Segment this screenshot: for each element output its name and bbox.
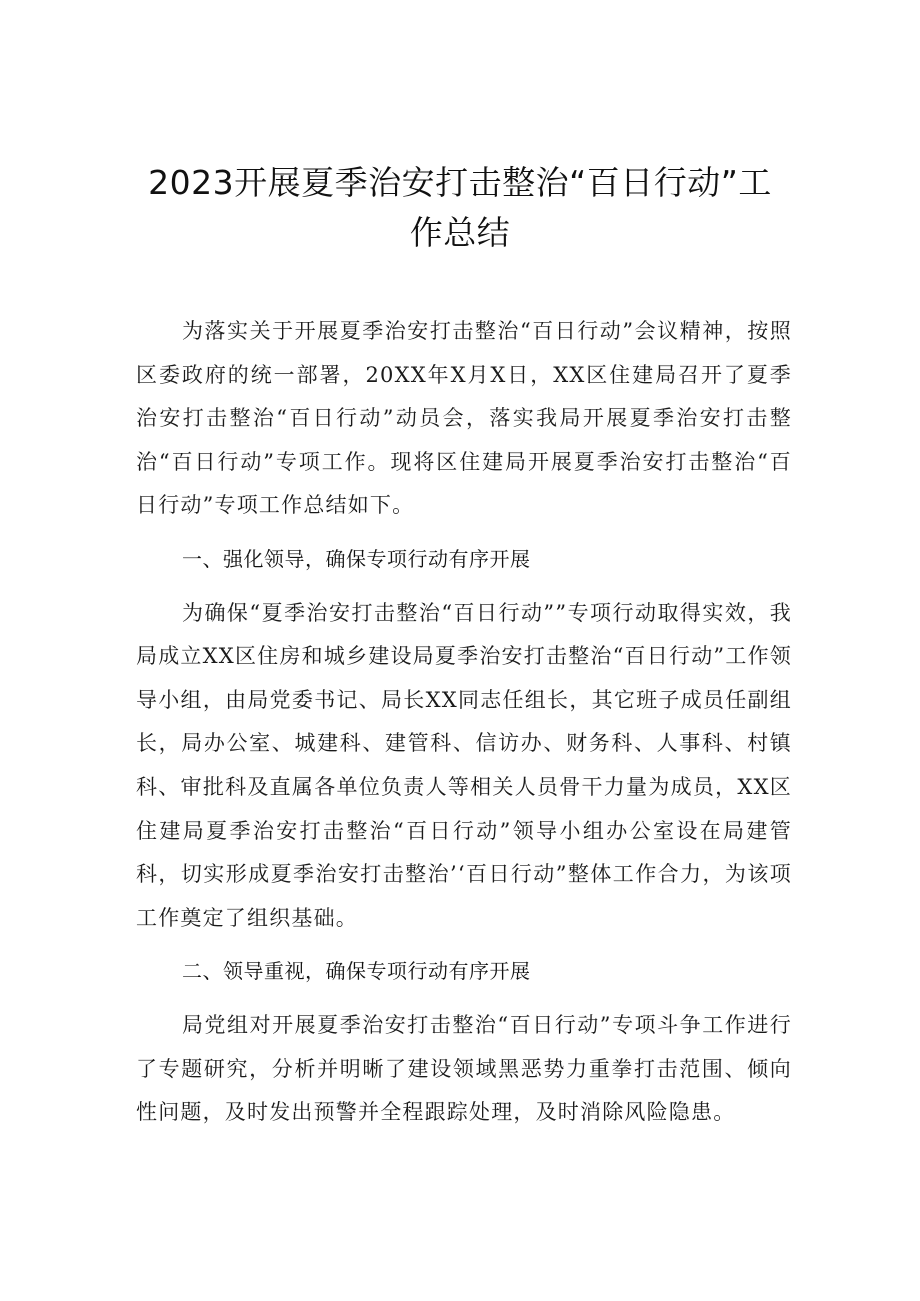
intro-paragraph: 为落实关于开展夏季治安打击整治“百日行动”会议精神，按照区委政府的统一部署，20XX年X月X日，XX区住建局召开了夏季治安打击整治“百日行动”动员会，落实我局开展夏季治安打击整治“百日行动”专项工作。现将区住建局开展夏季治安打击整治“百日行动”专项工作总结如下。 bbox=[136, 319, 792, 518]
title-line-1: 2023开展夏季治安打击整治“百日行动”工 bbox=[148, 163, 772, 202]
section-heading-2: 二、领导重视，确保专项行动有序开展 bbox=[182, 959, 531, 984]
section-heading-1: 一、强化领导，确保专项行动有序开展 bbox=[182, 546, 531, 571]
document-title bbox=[110, 158, 810, 258]
section-2-paragraph: 局党组对开展夏季治安打击整治“百日行动”专项斗争工作进行了专题研究，分析并明晰了建设领域黑恶势力重拳打击范围、倾向性问题，及时发出预警并全程跟踪处理，及时消除风险隐患。 bbox=[136, 1012, 792, 1125]
title-line-2: 作总结 bbox=[409, 213, 511, 252]
section-1-paragraph: 为确保“夏季治安打击整治“百日行动””专项行动取得实效，我局成立XX区住房和城乡建设局夏季治安打击整治“百日行动”工作领导小组，由局党委书记、局长XX同志任组长，其它班子成员任副组长，局办公室、城建科、建管科、信访办、财务科、人事科、村镇科、审批科及直属各单位负责人等相关人员骨干力量为成员，XX区住建局夏季治安打击整治“百日行动”领导小组办公室设在局建管科，切实形成夏季治安打击整治’‘百日行动”整体工作合力，为该项工作奠定了组织基础。 bbox=[136, 600, 792, 930]
document-body bbox=[136, 310, 792, 1145]
